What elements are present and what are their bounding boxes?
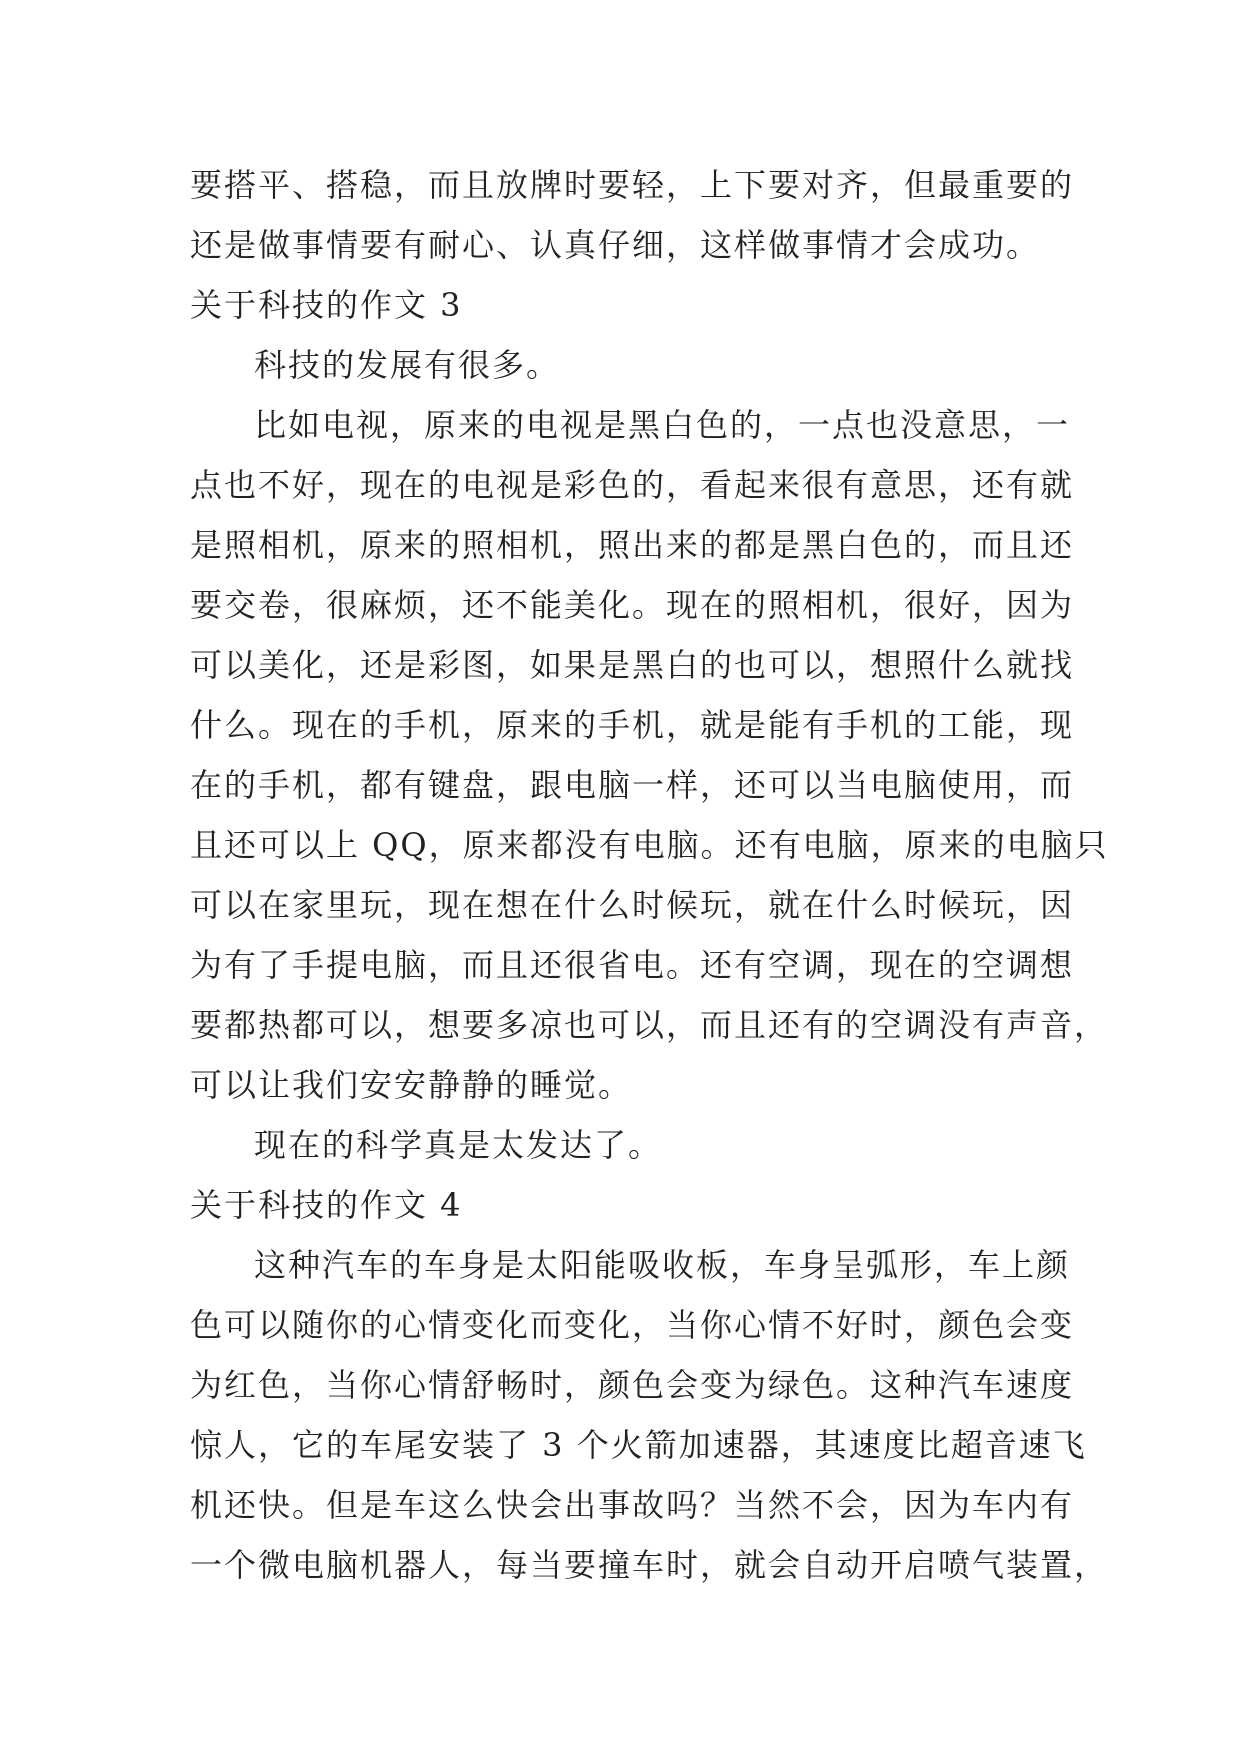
paragraph-line: 色可以随你的心情变化而变化，当你心情不好时，颜色会变 (190, 1306, 1075, 1344)
paragraph-line: 是照相机，原来的照相机，照出来的都是黑白色的，而且还 (190, 526, 1075, 564)
paragraph-line: 一个微电脑机器人，每当要撞车时，就会自动开启喷气装置， (190, 1546, 1109, 1584)
paragraph-line: 这种汽车的车身是太阳能吸收板，车身呈弧形，车上颜 (254, 1246, 1071, 1284)
paragraph-line: 科技的发展有很多。 (254, 346, 561, 384)
paragraph-line: 点也不好，现在的电视是彩色的，看起来很有意思，还有就 (190, 466, 1075, 504)
paragraph-line: 要都热都可以，想要多凉也可以，而且还有的空调没有声音， (190, 1006, 1109, 1044)
paragraph-line: 且还可以上 QQ，原来都没有电脑。还有电脑，原来的电脑只 (190, 826, 1109, 864)
paragraph-line: 要搭平、搭稳，而且放牌时要轻，上下要对齐，但最重要的 (190, 166, 1075, 204)
paragraph-line: 可以在家里玩，现在想在什么时候玩，就在什么时候玩，因 (190, 886, 1075, 924)
paragraph-line: 现在的科学真是太发达了。 (254, 1126, 663, 1164)
section-heading: 关于科技的作文 3 (190, 286, 463, 324)
paragraph-line: 可以美化，还是彩图，如果是黑白的也可以，想照什么就找 (190, 646, 1075, 684)
paragraph-line: 为红色，当你心情舒畅时，颜色会变为绿色。这种汽车速度 (190, 1366, 1075, 1404)
paragraph-line: 惊人，它的车尾安装了 3 个火箭加速器，其速度比超音速飞 (190, 1426, 1087, 1464)
paragraph-line: 机还快。但是车这么快会出事故吗？当然不会，因为车内有 (190, 1486, 1075, 1524)
paragraph-line: 比如电视，原来的电视是黑白色的，一点也没意思，一 (254, 406, 1071, 444)
document-body (190, 155, 1109, 1595)
section-heading: 关于科技的作文 4 (190, 1186, 463, 1224)
paragraph-line: 要交卷，很麻烦，还不能美化。现在的照相机，很好，因为 (190, 586, 1075, 624)
paragraph-line: 可以让我们安安静静的睡觉。 (190, 1066, 633, 1104)
paragraph-line: 什么。现在的手机，原来的手机，就是能有手机的工能，现 (190, 706, 1075, 744)
paragraph-line: 在的手机，都有键盘，跟电脑一样，还可以当电脑使用，而 (190, 766, 1075, 804)
paragraph-line: 还是做事情要有耐心、认真仔细，这样做事情才会成功。 (190, 226, 1041, 264)
paragraph-line: 为有了手提电脑，而且还很省电。还有空调，现在的空调想 (190, 946, 1075, 984)
